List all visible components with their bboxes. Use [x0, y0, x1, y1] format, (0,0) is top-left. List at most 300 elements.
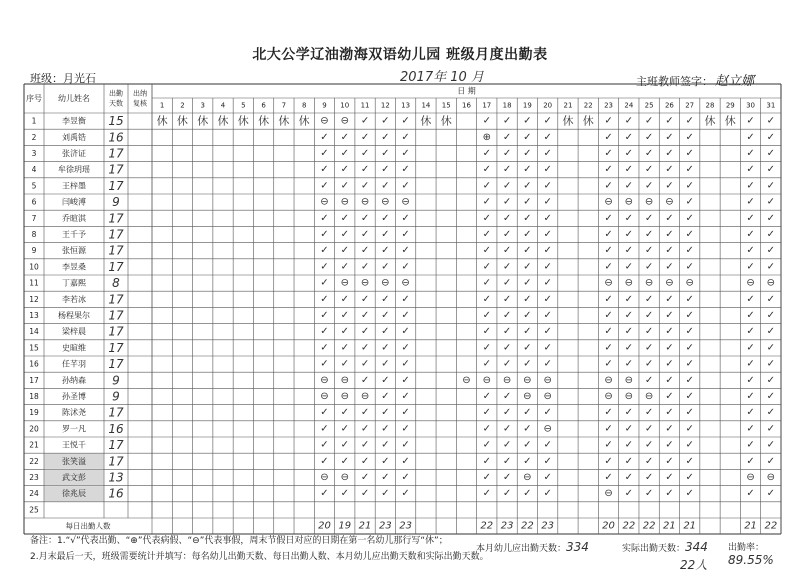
present-mark: ✓ — [604, 148, 613, 159]
attendance-days: 17 — [108, 259, 124, 274]
present-mark: ✓ — [624, 472, 634, 483]
present-mark: ✓ — [685, 407, 694, 419]
present-mark: ✓ — [320, 455, 329, 467]
day-number: 5 — [241, 101, 246, 110]
present-mark: ✓ — [665, 391, 674, 402]
child-name: 王千予 — [62, 230, 86, 239]
present-mark: ✓ — [381, 488, 390, 500]
present-mark: ✓ — [685, 180, 694, 192]
present-mark: ✓ — [766, 229, 776, 240]
present-mark: ✓ — [482, 261, 491, 273]
present-mark: ✓ — [624, 148, 634, 159]
day-number: 7 — [281, 101, 287, 110]
present-mark: ✓ — [381, 164, 390, 176]
present-mark: ✓ — [523, 148, 532, 159]
present-mark: ✓ — [482, 439, 491, 451]
row-number: 5 — [31, 181, 37, 191]
present-mark: ✓ — [360, 293, 370, 305]
present-mark: ✓ — [340, 180, 349, 192]
present-mark: ✓ — [401, 391, 410, 402]
present-mark: ✓ — [360, 342, 370, 354]
present-mark: ✓ — [746, 439, 755, 451]
present-mark: ✓ — [665, 261, 674, 273]
present-mark: ✓ — [604, 180, 613, 192]
present-mark: ✓ — [360, 310, 370, 321]
present-mark: ✓ — [604, 310, 613, 321]
present-mark: ✓ — [624, 164, 634, 176]
rest-day-mark: 休 — [237, 114, 249, 128]
extra-handwritten-note: 22人 — [680, 558, 708, 572]
present-mark: ✓ — [523, 455, 532, 467]
present-mark: ✓ — [685, 115, 694, 127]
present-mark: ✓ — [340, 131, 349, 143]
row-number: 22 — [29, 456, 39, 466]
present-mark: ✓ — [665, 245, 674, 257]
day-number: 21 — [563, 101, 573, 110]
leave-mark: ⊕ — [482, 131, 491, 143]
present-mark: ✓ — [604, 261, 613, 273]
rest-day-mark: 休 — [582, 114, 594, 128]
attendance-days: 17 — [108, 146, 124, 161]
row-number: 20 — [29, 424, 39, 434]
child-name: 孙纳森 — [62, 375, 86, 385]
present-mark: ✓ — [340, 148, 349, 159]
present-mark: ✓ — [381, 261, 390, 273]
present-mark: ✓ — [685, 196, 694, 208]
leave-mark: ⊖ — [401, 277, 410, 289]
present-mark: ✓ — [746, 374, 755, 386]
present-mark: ✓ — [543, 196, 552, 208]
present-mark: ✓ — [766, 245, 776, 257]
present-mark: ✓ — [766, 374, 776, 386]
present-mark: ✓ — [360, 245, 370, 257]
present-mark: ✓ — [401, 229, 410, 240]
leave-mark: ⊖ — [340, 374, 349, 386]
present-mark: ✓ — [340, 439, 349, 451]
present-mark: ✓ — [360, 423, 370, 435]
attendance-days: 17 — [108, 243, 124, 258]
present-mark: ✓ — [604, 212, 613, 224]
present-mark: ✓ — [340, 261, 349, 273]
present-mark: ✓ — [746, 212, 755, 224]
attendance-days: 17 — [108, 405, 124, 420]
present-mark: ✓ — [360, 455, 370, 467]
child-name: 李昱衡 — [62, 116, 86, 126]
header-att-days-2: 天数 — [109, 99, 123, 108]
present-mark: ✓ — [766, 293, 776, 305]
present-mark: ✓ — [665, 115, 674, 127]
row-number: 9 — [31, 246, 37, 256]
present-mark: ✓ — [523, 115, 532, 127]
present-mark: ✓ — [401, 326, 410, 338]
present-mark: ✓ — [523, 245, 532, 257]
present-mark: ✓ — [746, 131, 755, 143]
present-mark: ✓ — [543, 488, 552, 500]
leave-mark: ⊖ — [604, 391, 613, 402]
present-mark: ✓ — [746, 342, 755, 354]
present-mark: ✓ — [624, 293, 634, 305]
present-mark: ✓ — [401, 455, 410, 467]
present-mark: ✓ — [543, 212, 552, 224]
present-mark: ✓ — [381, 391, 390, 402]
present-mark: ✓ — [381, 148, 390, 159]
attendance-days: 9 — [112, 373, 120, 388]
child-name: 刘禹锆 — [62, 132, 86, 142]
attendance-days: 9 — [112, 389, 120, 404]
present-mark: ✓ — [360, 131, 370, 143]
header-no: 序号 — [26, 94, 42, 103]
present-mark: ✓ — [502, 326, 512, 338]
present-mark: ✓ — [665, 131, 674, 143]
day-number: 17 — [482, 101, 492, 110]
actual-days-label: 实际出勤天数： — [622, 544, 686, 554]
child-name: 徐兆辰 — [62, 489, 86, 499]
present-mark: ✓ — [401, 148, 410, 159]
present-mark: ✓ — [766, 439, 776, 451]
present-mark: ✓ — [523, 293, 532, 305]
attendance-days: 9 — [112, 195, 120, 210]
present-mark: ✓ — [401, 439, 410, 451]
daily-count: 19 — [338, 520, 352, 532]
leave-mark: ⊖ — [644, 277, 654, 289]
present-mark: ✓ — [624, 407, 634, 419]
present-mark: ✓ — [381, 180, 390, 192]
present-mark: ✓ — [482, 455, 491, 467]
present-mark: ✓ — [482, 245, 491, 257]
present-mark: ✓ — [360, 164, 370, 176]
present-mark: ✓ — [401, 164, 410, 176]
row-number: 15 — [29, 343, 39, 353]
header-name: 幼儿姓名 — [58, 94, 90, 103]
leave-mark: ⊖ — [401, 196, 410, 208]
present-mark: ✓ — [502, 472, 512, 483]
present-mark: ✓ — [381, 115, 390, 127]
present-mark: ✓ — [685, 472, 694, 483]
present-mark: ✓ — [543, 293, 552, 305]
present-mark: ✓ — [523, 358, 532, 370]
present-mark: ✓ — [401, 245, 410, 257]
present-mark: ✓ — [482, 391, 491, 402]
present-mark: ✓ — [482, 115, 491, 127]
present-mark: ✓ — [340, 342, 349, 354]
present-mark: ✓ — [746, 229, 755, 240]
present-mark: ✓ — [766, 212, 776, 224]
present-mark: ✓ — [340, 212, 349, 224]
child-name: 张恒源 — [62, 246, 86, 256]
child-name: 杨程果尔 — [58, 311, 90, 320]
day-number: 15 — [441, 101, 451, 110]
present-mark: ✓ — [502, 148, 512, 159]
class-label: 班级：月光石 — [30, 72, 96, 85]
day-number: 2 — [180, 101, 185, 110]
present-mark: ✓ — [482, 277, 491, 289]
row-number: 24 — [29, 489, 39, 499]
present-mark: ✓ — [543, 131, 552, 143]
present-mark: ✓ — [523, 196, 532, 208]
present-mark: ✓ — [340, 407, 349, 419]
present-mark: ✓ — [360, 261, 370, 273]
present-mark: ✓ — [401, 488, 410, 500]
present-mark: ✓ — [644, 164, 654, 176]
leave-mark: ⊖ — [543, 374, 552, 386]
present-mark: ✓ — [746, 310, 755, 321]
present-mark: ✓ — [502, 488, 512, 500]
present-mark: ✓ — [685, 326, 694, 338]
leave-mark: ⊖ — [502, 374, 512, 386]
daily-count: 23 — [399, 520, 412, 532]
day-number: 26 — [664, 101, 674, 110]
day-number: 16 — [462, 101, 471, 110]
present-mark: ✓ — [624, 229, 634, 240]
actual-days-field — [622, 540, 708, 554]
present-mark: ✓ — [482, 310, 491, 321]
present-mark: ✓ — [644, 488, 654, 500]
leave-mark: ⊖ — [340, 391, 349, 402]
daily-count: 23 — [378, 520, 392, 532]
present-mark: ✓ — [644, 455, 654, 467]
present-mark: ✓ — [766, 115, 776, 127]
present-mark: ✓ — [766, 180, 776, 192]
present-mark: ✓ — [644, 439, 654, 451]
leave-mark: ⊖ — [340, 277, 349, 289]
daily-count: 22 — [521, 520, 534, 532]
day-number: 6 — [261, 101, 266, 110]
present-mark: ✓ — [482, 164, 491, 176]
present-mark: ✓ — [401, 374, 410, 386]
present-mark: ✓ — [624, 180, 634, 192]
present-mark: ✓ — [685, 455, 694, 467]
present-mark: ✓ — [401, 472, 410, 483]
attendance-days: 17 — [108, 438, 124, 453]
present-mark: ✓ — [381, 310, 390, 321]
rest-day-mark: 休 — [278, 114, 290, 128]
rest-day-mark: 休 — [440, 114, 452, 128]
present-mark: ✓ — [482, 196, 491, 208]
daily-count: 23 — [500, 520, 514, 532]
present-mark: ✓ — [685, 439, 694, 451]
present-mark: ✓ — [401, 115, 410, 127]
present-mark: ✓ — [320, 293, 329, 305]
present-mark: ✓ — [665, 164, 674, 176]
leave-mark: ⊖ — [381, 277, 390, 289]
present-mark: ✓ — [685, 148, 694, 159]
row-number: 23 — [29, 473, 39, 482]
rest-day-mark: 休 — [217, 114, 229, 128]
teacher-signature: 赵立娜 — [715, 74, 755, 89]
attendance-days: 17 — [108, 292, 124, 307]
present-mark: ✓ — [766, 455, 776, 467]
present-mark: ✓ — [340, 293, 349, 305]
day-number: 28 — [705, 101, 715, 110]
child-name: 牟徐玥瑶 — [58, 165, 90, 175]
present-mark: ✓ — [665, 293, 674, 305]
present-mark: ✓ — [766, 310, 776, 321]
rate-label: 出勤率： — [728, 543, 765, 553]
present-mark: ✓ — [624, 439, 634, 451]
present-mark: ✓ — [746, 407, 755, 419]
present-mark: ✓ — [746, 423, 755, 435]
present-mark: ✓ — [624, 212, 634, 224]
present-mark: ✓ — [340, 245, 349, 257]
child-name: 罗一凡 — [62, 424, 86, 434]
leave-mark: ⊖ — [604, 277, 613, 289]
day-number: 13 — [401, 101, 411, 110]
attendance-days: 15 — [108, 114, 124, 129]
present-mark: ✓ — [685, 358, 694, 370]
present-mark: ✓ — [502, 245, 512, 257]
present-mark: ✓ — [320, 358, 329, 370]
present-mark: ✓ — [523, 310, 532, 321]
row-number: 6 — [31, 197, 37, 207]
present-mark: ✓ — [746, 196, 755, 208]
present-mark: ✓ — [502, 277, 512, 289]
present-mark: ✓ — [604, 115, 613, 127]
present-mark: ✓ — [502, 261, 512, 273]
present-mark: ✓ — [381, 423, 390, 435]
present-mark: ✓ — [360, 439, 370, 451]
row-number: 7 — [31, 213, 37, 223]
present-mark: ✓ — [340, 326, 349, 338]
present-mark: ✓ — [381, 342, 390, 354]
present-mark: ✓ — [340, 455, 349, 467]
present-mark: ✓ — [543, 115, 552, 127]
leave-mark: ⊖ — [523, 472, 532, 483]
present-mark: ✓ — [746, 488, 755, 500]
present-mark: ✓ — [665, 212, 674, 224]
day-number: 12 — [380, 101, 390, 110]
day-number: 9 — [322, 101, 327, 110]
leave-mark: ⊖ — [604, 488, 613, 500]
present-mark: ✓ — [624, 488, 634, 500]
expected-days-field — [476, 540, 589, 554]
present-mark: ✓ — [401, 342, 410, 354]
rest-day-mark: 休 — [156, 114, 168, 128]
present-mark: ✓ — [746, 148, 755, 159]
present-mark: ✓ — [381, 455, 390, 467]
attendance-days: 17 — [108, 227, 124, 242]
present-mark: ✓ — [685, 245, 694, 257]
day-number: 4 — [220, 101, 226, 110]
present-mark: ✓ — [604, 342, 613, 354]
present-mark: ✓ — [502, 115, 512, 127]
present-mark: ✓ — [543, 245, 552, 257]
present-mark: ✓ — [766, 131, 776, 143]
present-mark: ✓ — [523, 164, 532, 176]
leave-mark: ⊖ — [320, 472, 329, 483]
header-att-days-1: 出勤 — [109, 89, 123, 98]
present-mark: ✓ — [523, 407, 532, 419]
leave-mark: ⊖ — [685, 277, 694, 289]
present-mark: ✓ — [523, 488, 532, 500]
present-mark: ✓ — [502, 196, 512, 208]
daily-count: 22 — [642, 520, 656, 532]
present-mark: ✓ — [746, 180, 755, 192]
present-mark: ✓ — [401, 180, 410, 192]
present-mark: ✓ — [482, 407, 491, 419]
leave-mark: ⊖ — [523, 374, 532, 386]
attendance-days: 16 — [108, 421, 124, 436]
present-mark: ✓ — [644, 358, 654, 370]
leave-mark: ⊖ — [462, 374, 471, 386]
row-number: 14 — [29, 327, 39, 337]
leave-mark: ⊖ — [340, 196, 349, 208]
present-mark: ✓ — [685, 342, 694, 354]
day-number: 18 — [502, 101, 512, 110]
present-mark: ✓ — [543, 261, 552, 273]
present-mark: ✓ — [644, 261, 654, 273]
leave-mark: ⊖ — [320, 374, 329, 386]
present-mark: ✓ — [644, 326, 654, 338]
daily-total-label: 每日出勤人数 — [65, 521, 111, 531]
present-mark: ✓ — [746, 245, 755, 257]
present-mark: ✓ — [685, 310, 694, 321]
present-mark: ✓ — [482, 180, 491, 192]
present-mark: ✓ — [665, 423, 674, 435]
present-mark: ✓ — [644, 423, 654, 435]
rest-day-mark: 休 — [562, 114, 574, 128]
present-mark: ✓ — [320, 310, 329, 321]
present-mark: ✓ — [746, 391, 755, 402]
present-mark: ✓ — [604, 423, 613, 435]
leave-mark: ⊖ — [543, 391, 552, 402]
present-mark: ✓ — [401, 358, 410, 370]
present-mark: ✓ — [604, 245, 613, 257]
present-mark: ✓ — [644, 472, 654, 483]
attendance-days: 17 — [108, 357, 124, 372]
present-mark: ✓ — [482, 342, 491, 354]
present-mark: ✓ — [665, 148, 674, 159]
attendance-days: 17 — [108, 340, 124, 355]
present-mark: ✓ — [685, 261, 694, 273]
present-mark: ✓ — [644, 310, 654, 321]
daily-count: 21 — [663, 520, 676, 532]
present-mark: ✓ — [543, 472, 552, 483]
child-name: 闫峻溥 — [62, 197, 86, 207]
child-name: 丁嘉熙 — [62, 278, 86, 288]
present-mark: ✓ — [340, 229, 349, 240]
present-mark: ✓ — [543, 326, 552, 338]
present-mark: ✓ — [766, 407, 776, 419]
present-mark: ✓ — [320, 180, 329, 192]
leave-mark: ⊖ — [624, 196, 634, 208]
present-mark: ✓ — [320, 423, 329, 435]
present-mark: ✓ — [502, 439, 512, 451]
present-mark: ✓ — [604, 407, 613, 419]
present-mark: ✓ — [644, 374, 654, 386]
present-mark: ✓ — [320, 245, 329, 257]
leave-mark: ⊖ — [665, 196, 674, 208]
present-mark: ✓ — [360, 115, 370, 127]
day-number: 29 — [725, 101, 735, 110]
present-mark: ✓ — [502, 455, 512, 467]
present-mark: ✓ — [523, 131, 532, 143]
header-checked-1: 出纳 — [133, 89, 147, 98]
present-mark: ✓ — [624, 131, 634, 143]
day-number: 30 — [746, 101, 756, 110]
present-mark: ✓ — [665, 310, 674, 321]
day-number: 10 — [340, 101, 350, 110]
attendance-days: 17 — [108, 162, 124, 177]
present-mark: ✓ — [624, 261, 634, 273]
present-mark: ✓ — [543, 148, 552, 159]
present-mark: ✓ — [360, 488, 370, 500]
present-mark: ✓ — [543, 164, 552, 176]
actual-days-value: 344 — [685, 540, 708, 554]
present-mark: ✓ — [320, 261, 329, 273]
present-mark: ✓ — [320, 488, 329, 500]
present-mark: ✓ — [381, 212, 390, 224]
leave-mark: ⊖ — [320, 196, 329, 208]
